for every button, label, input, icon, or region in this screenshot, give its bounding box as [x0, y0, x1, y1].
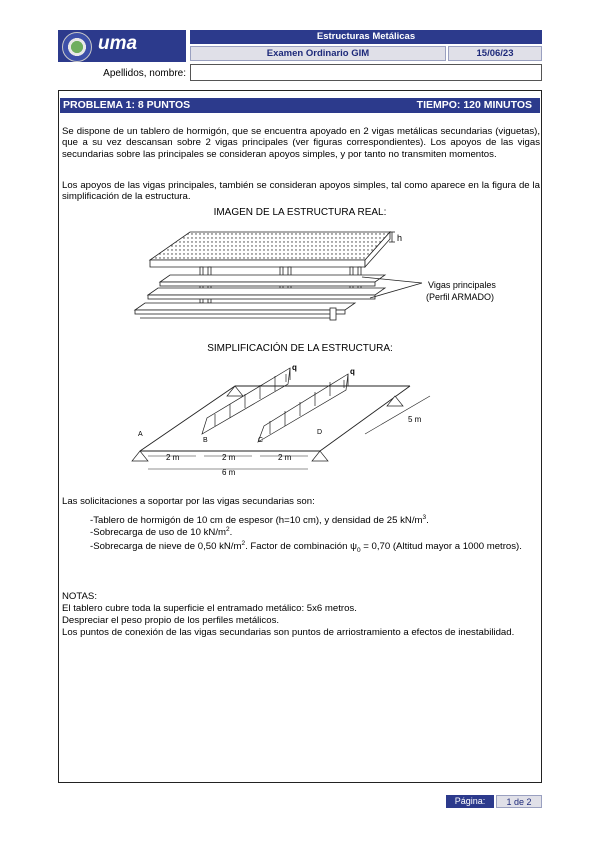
structure-real-figure — [130, 220, 530, 328]
dim-depth: 5 m — [408, 415, 422, 424]
load-item-1: -Tablero de hormigón de 10 cm de espesor (h=10 cm), y densidad de 25 $kN/m^3$. — [90, 513, 429, 526]
main-beams — [135, 275, 385, 320]
intro-paragraph-1: Se dispone de un tablero de hormigón, que se encuentra apoyado en 2 vigas metálicas secundarias (viguetas), que a su vez descansan sobre 2 vigas principales (ver figuras correspondientes). Los apoyos de las vigas secundarias sobre las principales se consideran apoyos simples, y por tanto no transmiten momentos. — [62, 126, 540, 160]
page-number: 1 de 2 — [496, 795, 542, 808]
dim-cd: 2 m — [278, 453, 292, 462]
exam-date: 15/06/23 — [448, 46, 542, 61]
q2-label: q — [350, 367, 355, 376]
course-title: Estructuras Metálicas — [190, 30, 542, 44]
note-3: Los puntos de conexión de las vigas secundarias son puntos de arriostramiento a efectos de inestabilidad. — [62, 627, 515, 638]
dim-ab: 2 m — [166, 453, 180, 462]
note-1: El tablero cubre toda la superficie el entramado metálico: 5x6 metros. — [62, 603, 357, 614]
note-2: Despreciar el peso propio de los perfiles metálicos. — [62, 615, 280, 626]
dim-total: 6 m — [222, 468, 236, 477]
university-seal-icon — [62, 32, 92, 62]
point-d: D — [317, 429, 323, 436]
exam-title: Examen Ordinario GIM — [190, 46, 446, 61]
problem-time: TIEMPO: 120 MINUTOS — [416, 99, 532, 111]
page-label: Página: — [446, 795, 494, 808]
perfil-label: (Perfil ARMADO) — [426, 292, 495, 302]
name-field[interactable] — [190, 64, 542, 81]
load-item-2: -Sobrecarga de uso de 10 $kN/m^2$. — [90, 525, 233, 538]
figure1-title: IMAGEN DE LA ESTRUCTURA REAL: — [213, 207, 387, 218]
intro-paragraph-2: Los apoyos de las vigas principales, también se consideran apoyos simples, tal como aparece en la figura de la simplificación de la estructura. — [62, 180, 540, 203]
point-a: A — [138, 431, 143, 438]
point-b: B — [203, 437, 208, 444]
q1-label: q — [292, 363, 297, 372]
problem-title: PROBLEMA 1: 8 PUNTOS — [63, 99, 191, 111]
distributed-load-1 — [202, 368, 290, 434]
dim-bc: 2 m — [222, 453, 236, 462]
distributed-load-2 — [258, 374, 348, 442]
name-label: Apellidos, nombre: — [103, 68, 186, 79]
concrete-slab — [150, 232, 390, 267]
figure2-title: SIMPLIFICACIÓN DE LA ESTRUCTURA: — [207, 343, 393, 354]
vigas-label: Vigas principales — [428, 280, 496, 290]
main-beam-lines — [140, 386, 410, 451]
logo — [58, 30, 186, 62]
structure-simplified-figure — [120, 356, 540, 482]
loads-intro: Las solicitaciones a soportar por las vigas secundarias son: — [62, 496, 315, 507]
h-label: h — [397, 233, 403, 243]
point-c: C — [258, 437, 264, 444]
notes-title: NOTAS: — [62, 591, 98, 602]
load-item-3: -Sobrecarga de nieve de 0,50 $kN/m^2$. Factor de combinación $\psi_0 = 0,70$ (Altitud mayor a 1000 metros). — [90, 539, 522, 554]
problem-header — [60, 98, 540, 113]
logo-text: uma — [98, 33, 138, 54]
